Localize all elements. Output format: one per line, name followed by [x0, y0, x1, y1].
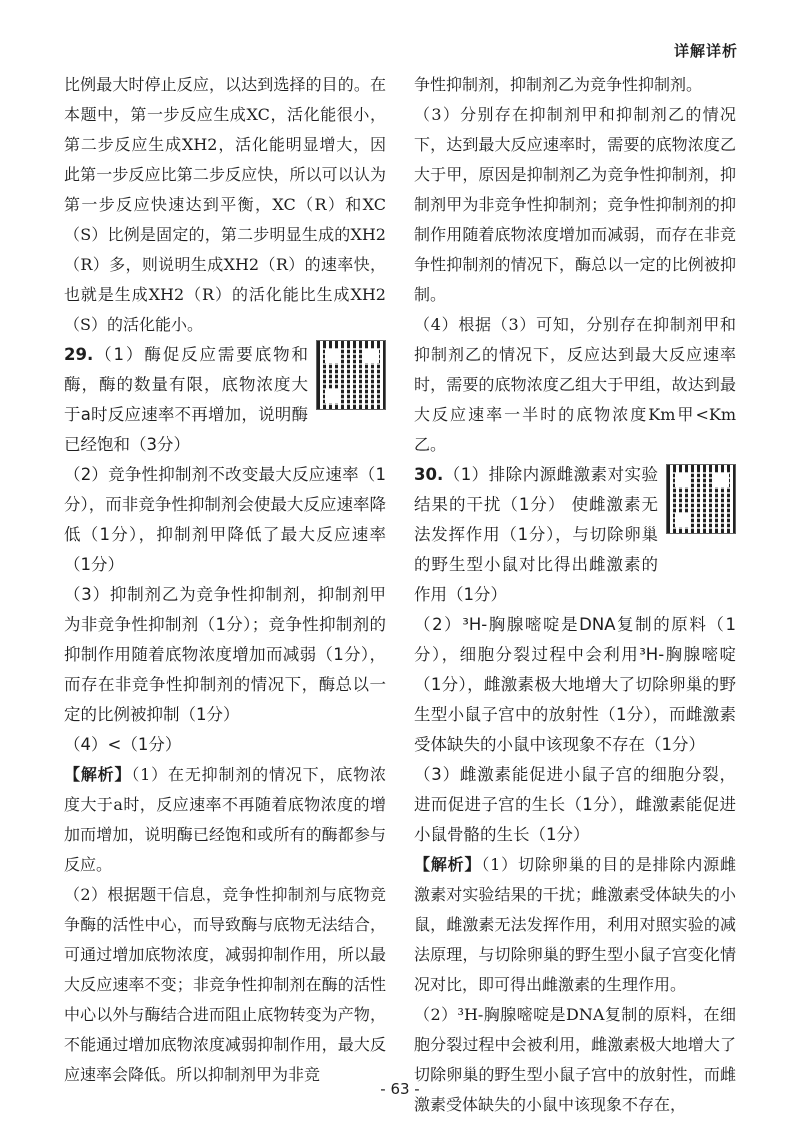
analysis-29-3: （3）分别存在抑制剂甲和抑制剂乙的情况下，达到最大反应速率时，需要的底物浓度乙大于甲，原因是抑制剂乙为竞争性抑制剂，抑制剂甲为非竞争性抑制剂；竞争性抑制剂的抑制作用随着底物浓度增加而减弱，而存在非竞争性抑制剂的情况下，酶总以一定的比例被抑制。: [414, 105, 736, 304]
qr-code-icon[interactable]: [316, 340, 386, 410]
q30-part1: 30.（1）排除内源雌激素对实验结果的干扰（1分） 使雌激素无法发挥作用（1分），与切除卵巢的野生型小鼠对比得出雌激素的作用（1分）: [414, 465, 658, 604]
analysis-30-2: （2）³H-胸腺嘧啶是DNA复制的原料，在细胞分裂过程中会被利用，雌激素极大地增大了切除卵巢的野生型小鼠子宫中的放射性，而雌激素受体缺失的小鼠中该现象不存在，: [414, 1005, 736, 1114]
page-number: - 63 -: [380, 1080, 420, 1098]
q30-part3: （3）雌激素能促进小鼠子宫的细胞分裂，进而促进子宫的生长（1分），雌激素能促进小鼠骨骼的生长（1分）: [414, 765, 736, 844]
q29-part4: （4）<（1分）: [64, 735, 182, 754]
paragraph-intro: 比例最大时停止反应，以达到选择的目的。在本题中，第一步反应生成XC，活化能很小，第二步反应生成XH2，活化能明显增大，因此第一步反应比第二步反应快，所以可以认为第一步反应快速达到平衡，XC（R）和XC（S）比例是固定的，第二步明显生成的XH2（R）多，则说明生成XH2（R）的速率快，也就是生成XH2（R）的活化能比生成XH2（S）的活化能小。: [64, 75, 386, 334]
right-column: [414, 70, 736, 1120]
page-header: 详解详析: [673, 42, 738, 60]
q30-part2: （2）³H-胸腺嘧啶是DNA复制的原料（1分），细胞分裂过程中会利用³H-胸腺嘧啶（1分），雌激素极大地增大了切除卵巢的野生型小鼠子宫中的放射性（1分），而雌激素受体缺失的小鼠中该现象不存在（1分）: [414, 615, 736, 754]
question-29: [64, 340, 386, 460]
analysis-29-2: （2）根据题干信息，竞争性抑制剂与底物竞争酶的活性中心，而导致酶与底物无法结合，可通过增加底物浓度，减弱抑制作用，所以最大反应速率不变；非竞争性抑制剂在酶的活性中心以外与酶结合进而阻止底物转变为产物，不能通过增加底物浓度减弱抑制作用，最大反应速率会降低。所以抑制剂甲为非竞: [64, 885, 386, 1084]
q29-part3: （3）抑制剂乙为竞争性抑制剂，抑制剂甲为非竞争性抑制剂（1分）；竞争性抑制剂的抑制作用随着底物浓度增加而减弱（1分），而存在非竞争性抑制剂的情况下，酶总以一定的比例被抑制（1分）: [64, 585, 386, 724]
analysis-29-cont: 争性抑制剂，抑制剂乙为竞争性抑制剂。: [414, 75, 703, 94]
analysis-29-1: 【解析】（1）在无抑制剂的情况下，底物浓度大于a时，反应速率不再随着底物浓度的增加而增加，说明酶已经饱和或所有的酶都参与反应。: [64, 765, 386, 874]
analysis-30-1: 【解析】（1）切除卵巢的目的是排除内源雌激素对实验结果的干扰；雌激素受体缺失的小鼠，雌激素无法发挥作用，利用对照实验的减法原理，与切除卵巢的野生型小鼠子宫变化情况对比，即可得出雌激素的生理作用。: [414, 855, 736, 994]
qr-code-icon[interactable]: [666, 464, 736, 534]
q29-part2: （2）竞争性抑制剂不改变最大反应速率（1分），而非竞争性抑制剂会使最大反应速率降低（1分），抑制剂甲降低了最大反应速率（1分）: [64, 465, 386, 574]
q29-number: 29.: [64, 345, 94, 364]
question-30: [414, 460, 736, 610]
left-column: [64, 70, 386, 1090]
q29-part1: 29.（1）酶促反应需要底物和酶，酶的数量有限，底物浓度大于a时反应速率不再增加，说明酶已经饱和（3分）: [64, 345, 308, 454]
q30-number: 30.: [414, 465, 444, 484]
analysis-29-4: （4）根据（3）可知，分别存在抑制剂甲和抑制剂乙的情况下，反应达到最大反应速率时，需要的底物浓度乙组大于甲组，故达到最大反应速率一半时的底物浓度Km甲<Km乙。: [414, 315, 736, 454]
